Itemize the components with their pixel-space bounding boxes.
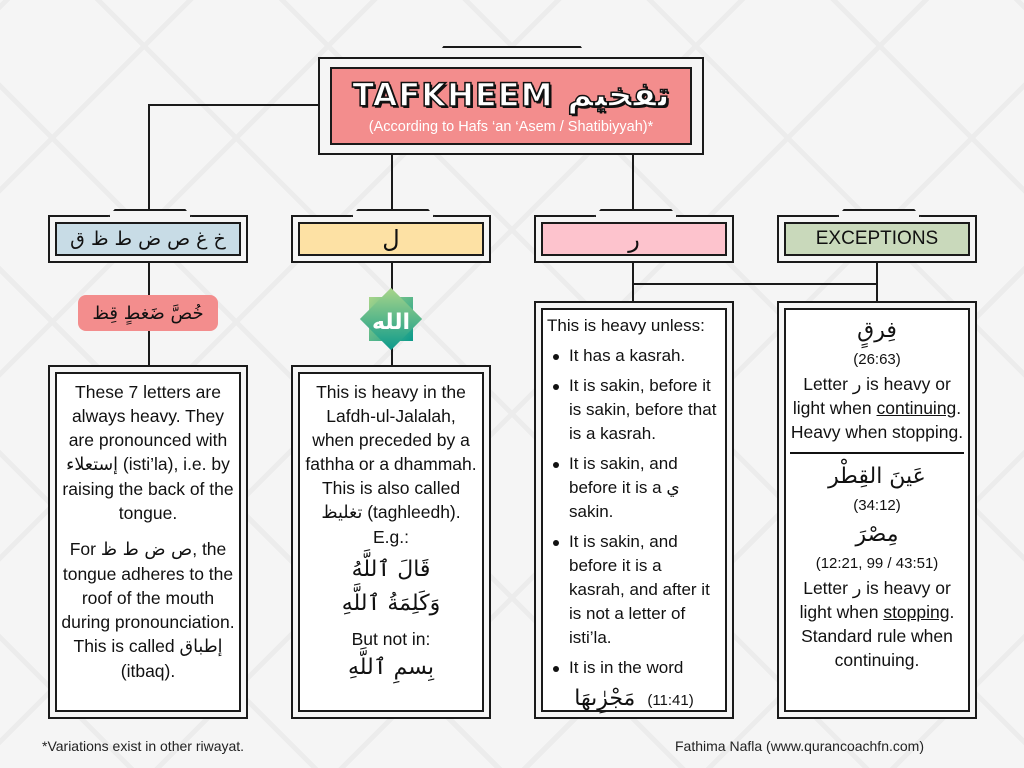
ra-rule-item: It is sakin, and before it is a ي sakin. bbox=[547, 452, 721, 524]
title-english: TAFKHEEM bbox=[352, 76, 554, 114]
ra-intro: This is heavy unless: bbox=[547, 316, 705, 335]
istila-paragraph-1 bbox=[61, 380, 235, 525]
header-istila-label: خ غ ص ض ط ظ ق bbox=[55, 222, 241, 256]
word-misr: مِصْرَ bbox=[855, 522, 899, 547]
exception-rule-1 bbox=[790, 372, 964, 444]
header-ra-label: ر bbox=[541, 222, 727, 256]
text: . Standard rule when continuing. bbox=[801, 602, 955, 670]
word-majreha-ref: (11:41) bbox=[647, 692, 694, 709]
ra-rule-item: It has a kasrah. bbox=[547, 344, 721, 368]
header-istila-letters bbox=[48, 215, 248, 263]
header-tab-decoration bbox=[594, 209, 678, 217]
header-tab-decoration bbox=[108, 209, 192, 217]
example-qal-allah: قَالَ ٱللَّهُ bbox=[351, 557, 431, 582]
box-exceptions-content bbox=[784, 308, 970, 712]
box-ra-rules bbox=[534, 301, 734, 719]
but-not-in-label: But not in: bbox=[351, 629, 431, 649]
title-subtitle: (According to Hafs ‘an ‘Asem / Shatibiyyah)* bbox=[368, 119, 654, 135]
title-arabic: تفخيم bbox=[567, 75, 670, 115]
connector-title-left-h bbox=[148, 104, 320, 106]
header-tab-decoration bbox=[837, 209, 921, 217]
text: For bbox=[69, 539, 101, 559]
text: These 7 letters are always heavy. They are pronounced with bbox=[68, 382, 228, 450]
arabic-term-taghleedh: تغليظ bbox=[321, 503, 363, 523]
box-lam-description bbox=[291, 365, 491, 719]
box-istila-description bbox=[48, 365, 248, 719]
title-inner bbox=[330, 67, 692, 145]
header-ra bbox=[534, 215, 734, 263]
text: (isti’la), i.e. by raising the back of the tongue. bbox=[62, 454, 234, 523]
header-lam bbox=[291, 215, 491, 263]
arabic-term-itbaq: إطباق bbox=[179, 637, 223, 657]
exceptions-divider bbox=[790, 452, 964, 454]
underlined-term: stopping bbox=[883, 602, 950, 622]
lam-paragraph bbox=[304, 380, 478, 549]
mnemonic-pill: خُصَّ ضَغطٍ قِظ bbox=[78, 295, 218, 331]
connector-col4-v-mid bbox=[876, 263, 878, 301]
word-ayn-al-qitr-ref: (34:12) bbox=[853, 497, 901, 514]
text: This is heavy in the Lafdh-ul-Jalalah, when preceded by a fathha or a dhammah. This is also called bbox=[305, 382, 477, 498]
arabic-itbaq-letters: ص ض ط ظ bbox=[100, 540, 193, 560]
text: Letter ر is heavy or light when bbox=[792, 374, 951, 418]
box-lam-content bbox=[298, 372, 484, 712]
word-firqin-ref: (26:63) bbox=[853, 351, 901, 368]
word-firqin: فِرقٍ bbox=[857, 318, 897, 343]
box-istila-content bbox=[55, 372, 241, 712]
text: (taghleedh). E.g.: bbox=[362, 502, 461, 547]
ra-rule-item: It is sakin, and before it is a kasrah, and after it is not a letter of isti’la. bbox=[547, 530, 721, 650]
word-misr-ref: (12:21, 99 / 43:51) bbox=[815, 555, 939, 572]
box-exceptions bbox=[777, 301, 977, 719]
allah-badge-icon bbox=[355, 283, 427, 355]
header-lam-label: ل bbox=[298, 222, 484, 256]
ra-word-example bbox=[545, 682, 723, 716]
arabic-term-istila: إستعلاء bbox=[66, 455, 119, 475]
connector-ra-exceptions-h bbox=[632, 283, 878, 285]
text: . Heavy when stopping. bbox=[790, 398, 964, 442]
underlined-term: continuing bbox=[876, 398, 957, 418]
connector-col3-v-top bbox=[632, 155, 634, 215]
example-kalimat-allah: وَكَلِمَةُ ٱللَّهِ bbox=[341, 591, 441, 616]
header-exceptions-label: EXCEPTIONS bbox=[784, 222, 970, 256]
connector-col1-v-top bbox=[148, 104, 150, 215]
text: Letter ر is heavy or light when bbox=[799, 578, 951, 622]
footer-note: *Variations exist in other riwayat. bbox=[42, 738, 245, 754]
ra-rules-list bbox=[545, 344, 723, 680]
box-ra-content bbox=[541, 308, 727, 712]
connector-col2-v-top bbox=[391, 155, 393, 215]
istila-paragraph-2 bbox=[61, 537, 235, 683]
connector-col3-v-mid bbox=[632, 263, 634, 301]
header-exceptions bbox=[777, 215, 977, 263]
exception-rule-2 bbox=[790, 576, 964, 672]
svg-text:الله: الله bbox=[371, 310, 411, 335]
title-heading bbox=[332, 73, 690, 117]
ra-rule-item: It is in the word bbox=[547, 656, 721, 680]
header-tab-decoration bbox=[351, 209, 435, 217]
example-bismillah: بِسمِ ٱللَّهِ bbox=[347, 655, 435, 680]
footer-credit: Fathima Nafla (www.qurancoachfn.com) bbox=[675, 738, 924, 754]
word-ayn-al-qitr: عَينَ القِطْر bbox=[828, 464, 926, 489]
word-majreha: مَجْرِٰىهَا bbox=[574, 686, 636, 711]
text: (itbaq). bbox=[120, 661, 176, 681]
text: , the tongue adheres to the roof of the mouth during pronounciation. This is called bbox=[61, 539, 235, 656]
title-box bbox=[318, 57, 704, 155]
ra-rule-item: It is sakin, before it is sakin, before that is a kasrah. bbox=[547, 374, 721, 446]
